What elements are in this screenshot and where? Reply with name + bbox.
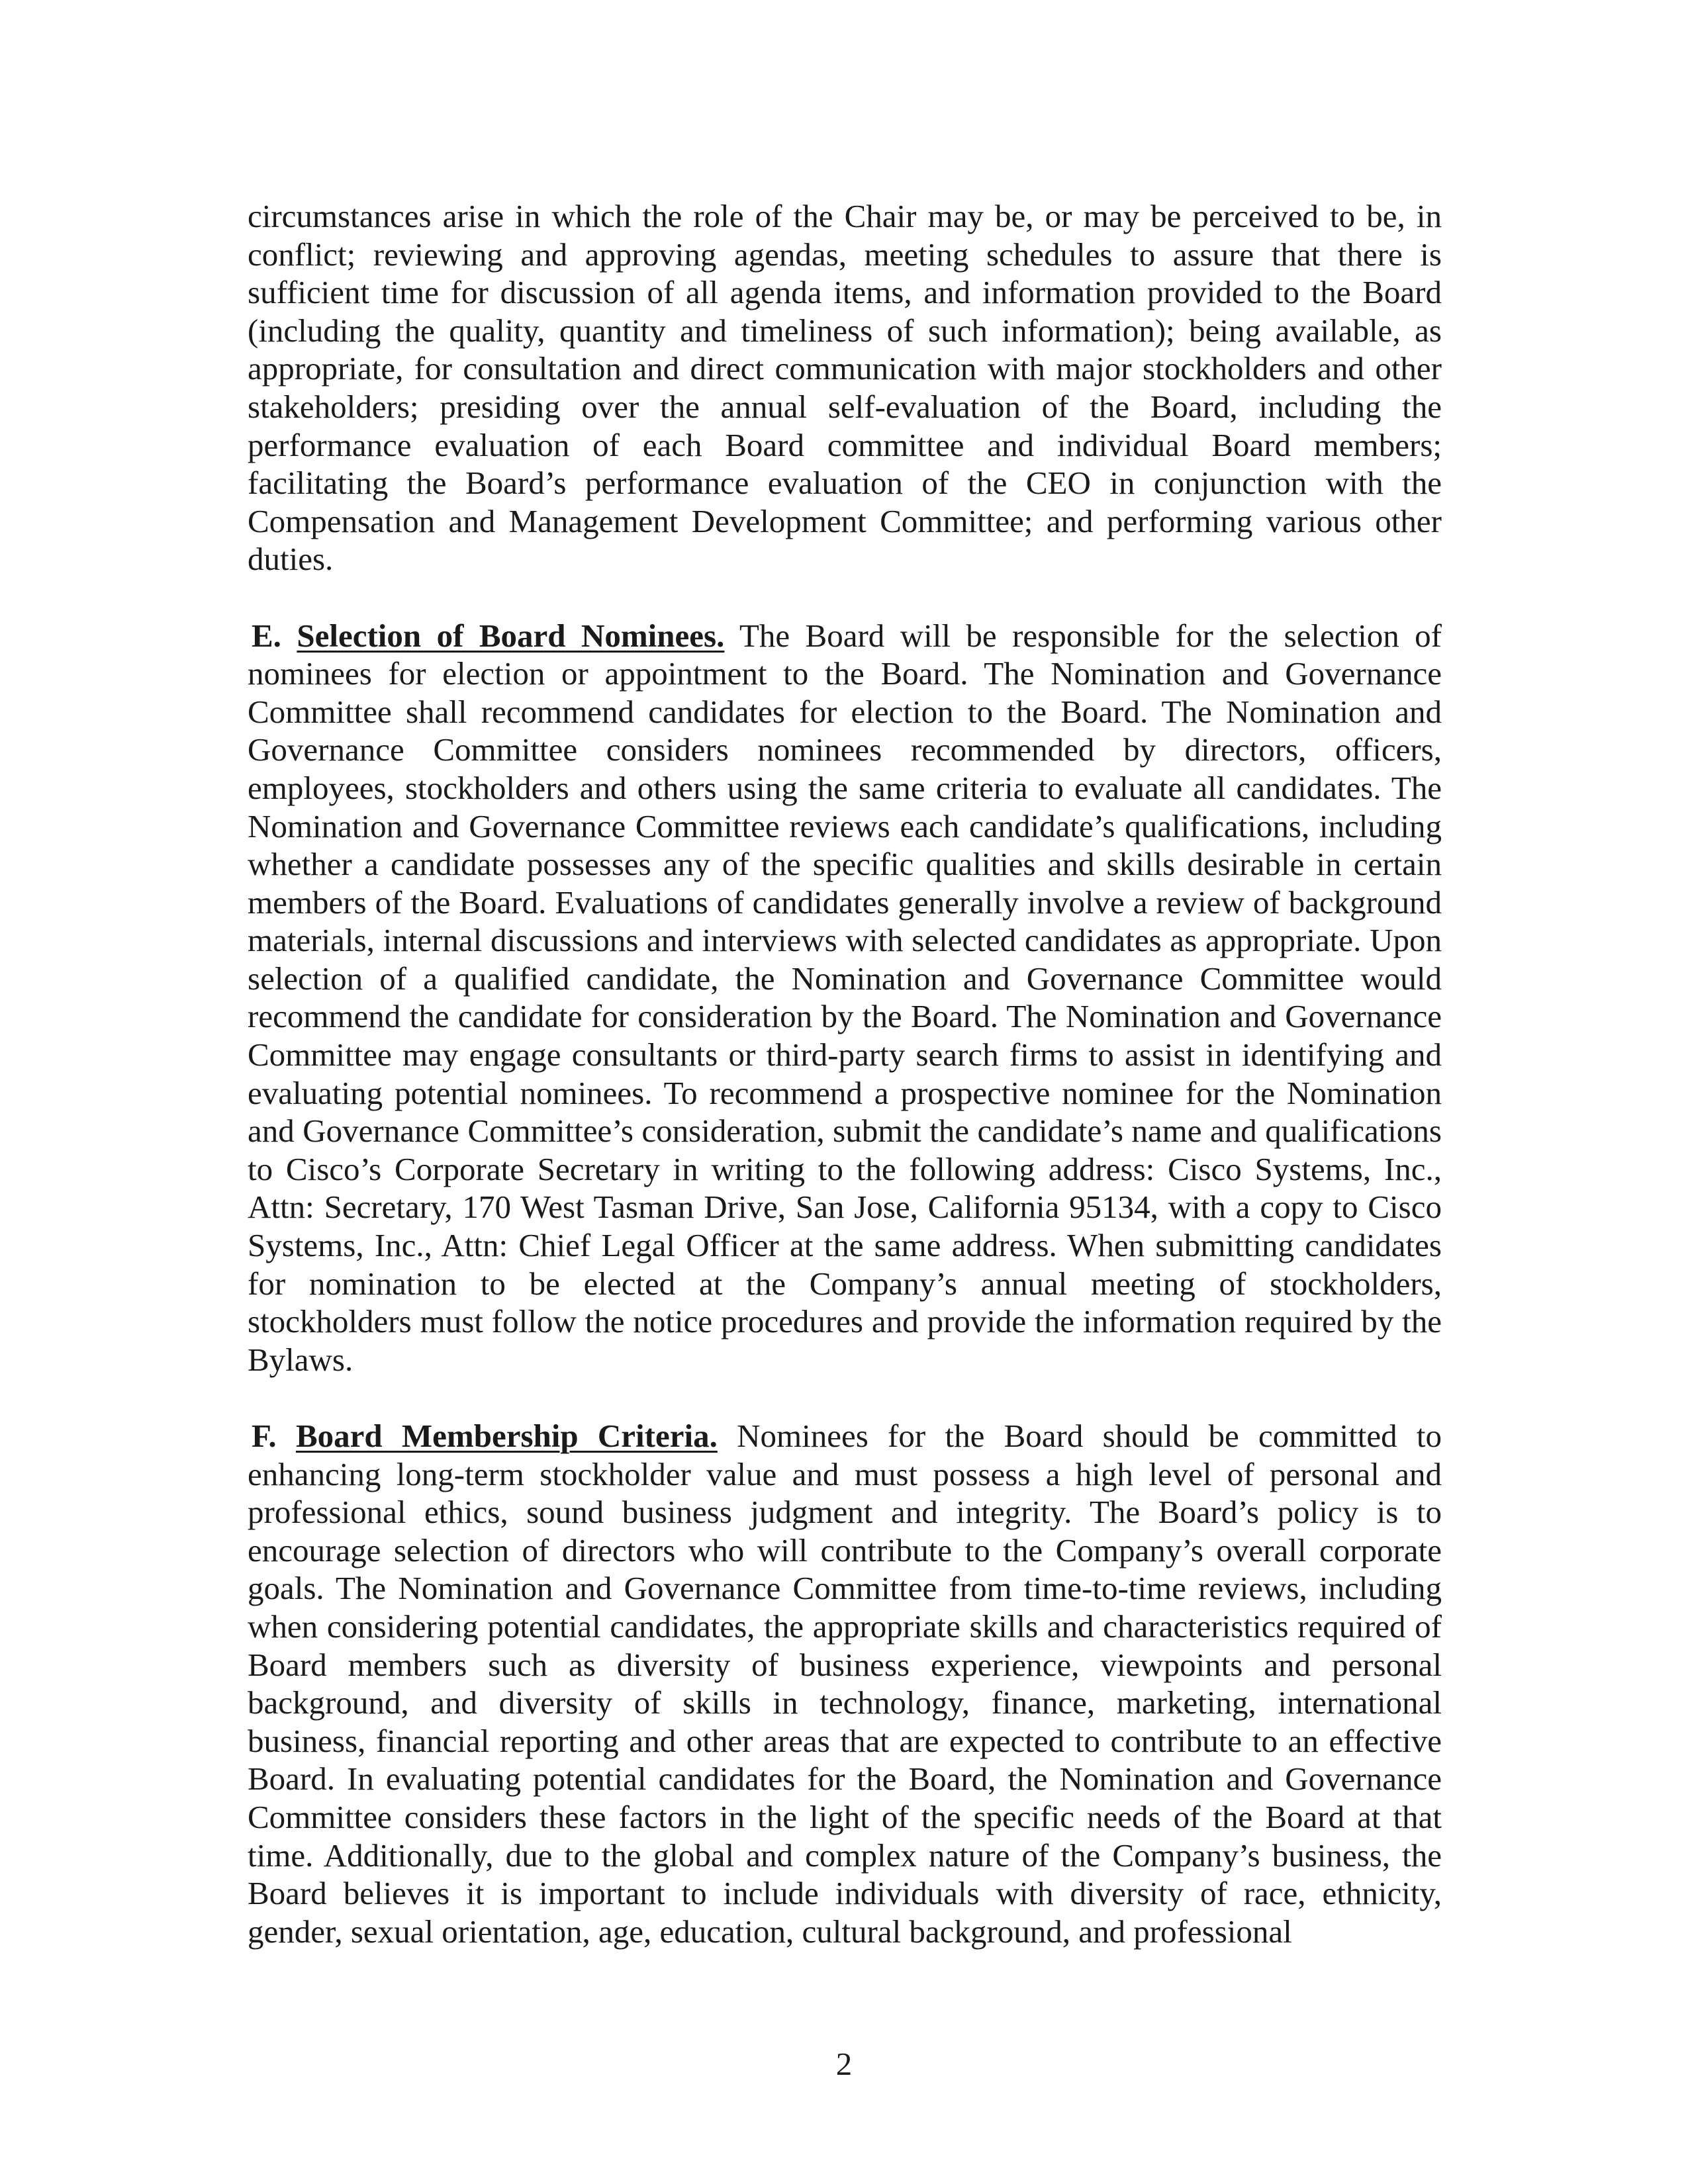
paragraph-spacer — [248, 578, 1442, 617]
section-e-letter: E. — [252, 617, 281, 654]
section-f-body: Nominees for the Board should be committed to enhancing long-term stockholder value and must possess a high level of personal and professional ethics, sound business judgment and integrity. The Board’s policy is to encourage selection of directors who will contribute to the Company’s overall corporate goals. The Nomination and Governance Committee from time-to-time reviews, including when considering potential candidates, the appropriate skills and characteristics required of Board members such as diversity of business experience, viewpoints and personal background, and diversity of skills in technology, finance, marketing, international business, financial reporting and other areas that are expected to contribute to an effective Board. In evaluating potential candidates for the Board, the Nomination and Governance Committee considers these factors in the light of the specific needs of the Board at that time. Additionally, due to the global and complex nature of the Company’s business, the Board believes it is important to include individuals with diversity of race, ethnicity, gender, sexual orientation, age, education, cultural background, and professional — [248, 1418, 1442, 1950]
section-e-paragraph — [248, 617, 1442, 1379]
page-number: 2 — [835, 2046, 853, 2082]
section-f-heading: Board Membership Criteria. — [295, 1418, 718, 1454]
document-body — [248, 197, 1442, 1950]
section-e-body: The Board will be responsible for the selection of nominees for election or appointment to the Board. The Nomination and Governance Committee shall recommend candidates for election to the Board. The Nomination and Governance Committee considers nominees recommended by directors, officers, employees, stockholders and others using the same criteria to evaluate all candidates. The Nomination and Governance Committee reviews each candidate’s qualifications, including whether a candidate possesses any of the specific qualities and skills desirable in certain members of the Board. Evaluations of candidates generally involve a review of background materials, internal discussions and interviews with selected candidates as appropriate. Upon selection of a qualified candidate, the Nomination and Governance Committee would recommend the candidate for consideration by the Board. The Nomination and Governance Committee may engage consultants or third-party search firms to assist in identifying and evaluating potential nominees. To recommend a prospective nominee for the Nomination and Governance Committee’s consideration, submit the candidate’s name and qualifications to Cisco’s Corporate Secretary in writing to the following address: Cisco Systems, Inc., Attn: Secretary, 170 West Tasman Drive, San Jose, California 95134, with a copy to Cisco Systems, Inc., Attn: Chief Legal Officer at the same address. When submitting candidates for nomination to be elected at the Company’s annual meeting of stockholders, stockholders must follow the notice procedures and provide the information required by the Bylaws. — [248, 617, 1442, 1378]
section-f-letter: F. — [252, 1418, 277, 1454]
continuation-paragraph: circumstances arise in which the role of the Chair may be, or may be perceived to be, in conflict; reviewing and approving agendas, meeting schedules to assure that there is sufficient time for discussion of all agenda items, and information provided to the Board (including the quality, quantity and timeliness of such information); being available, as appropriate, for consultation and direct communication with major stockholders and other stakeholders; presiding over the annual self-evaluation of the Board, including the performance evaluation of each Board committee and individual Board members; facilitating the Board’s performance evaluation of the CEO in conjunction with the Compensation and Management Development Committee; and performing various other duties. — [248, 198, 1442, 578]
section-e-heading: Selection of Board Nominees. — [297, 617, 725, 654]
section-f-paragraph — [248, 1417, 1442, 1950]
paragraph-spacer — [248, 1379, 1442, 1417]
